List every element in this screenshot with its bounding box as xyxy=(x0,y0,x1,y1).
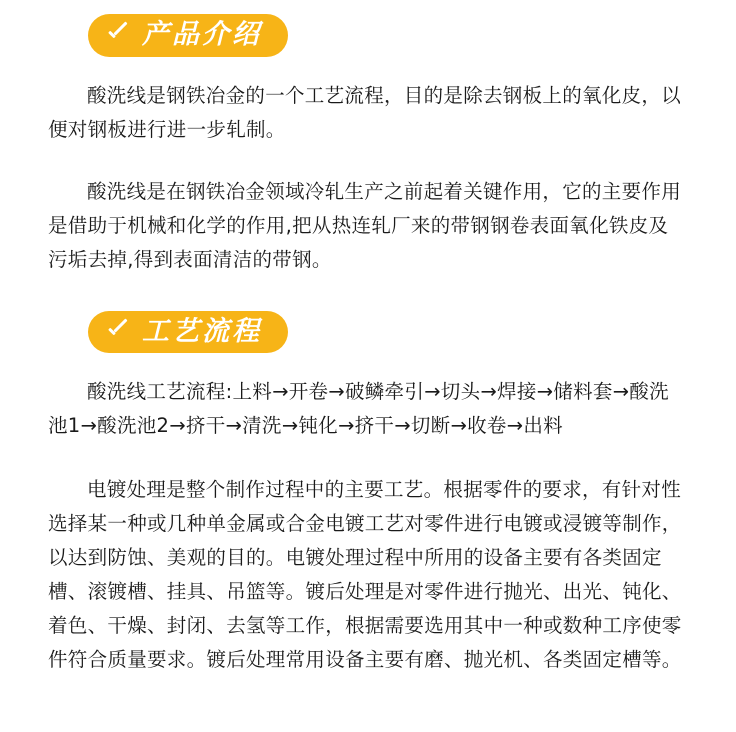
paragraph: 酸洗线是在钢铁冶金领域冷轧生产之前起着关键作用，它的主要作用是借助于机械和化学的作用,把从热连轧厂来的带钢钢卷表面氧化铁皮及污垢去掉,得到表面清洁的带钢。 xyxy=(48,179,682,271)
section-title: 工艺流程 xyxy=(142,315,262,347)
paragraph: 酸洗线是钢铁冶金的一个工艺流程，目的是除去钢板上的氧化皮，以便对钢板进行进一步轧制。 xyxy=(48,83,682,141)
section-spacer xyxy=(48,277,688,311)
section-header-product-intro xyxy=(88,14,288,57)
section-title: 产品介绍 xyxy=(142,19,262,50)
paragraph: 电镀处理是整个制作过程中的主要工艺。根据零件的要求，有针对性选择某一种或几种单金属或合金电镀工艺对零件进行电镀或浸镀等制作，以达到防蚀、美观的目的。电镀处理过程中所用的设备主要有各类固定槽、滚镀槽、挂具、吊篮等。镀后处理是对零件进行抛光、出光、钝化、着色、干燥、封闭、去氢等工作，根据需要选用其中一种或数种工序使零件符合质量要求。镀后处理常用设备主要有磨、抛光机、各类固定槽等。 xyxy=(48,478,682,672)
paragraph-process-flow: 酸洗线工艺流程:上料→开卷→破鳞牵引→切头→焊接→储料套→酸洗池1→酸洗池2→挤干→清洗→钝化→挤干→切断→收卷→出料 xyxy=(48,380,669,438)
section-header-process-flow xyxy=(88,311,288,354)
paragraph-spacer xyxy=(48,443,688,455)
section-body-process-flow xyxy=(48,375,688,677)
check-icon xyxy=(106,24,130,46)
check-icon xyxy=(106,321,130,343)
paragraph-spacer xyxy=(48,147,688,175)
section-body-product-intro xyxy=(48,79,688,277)
